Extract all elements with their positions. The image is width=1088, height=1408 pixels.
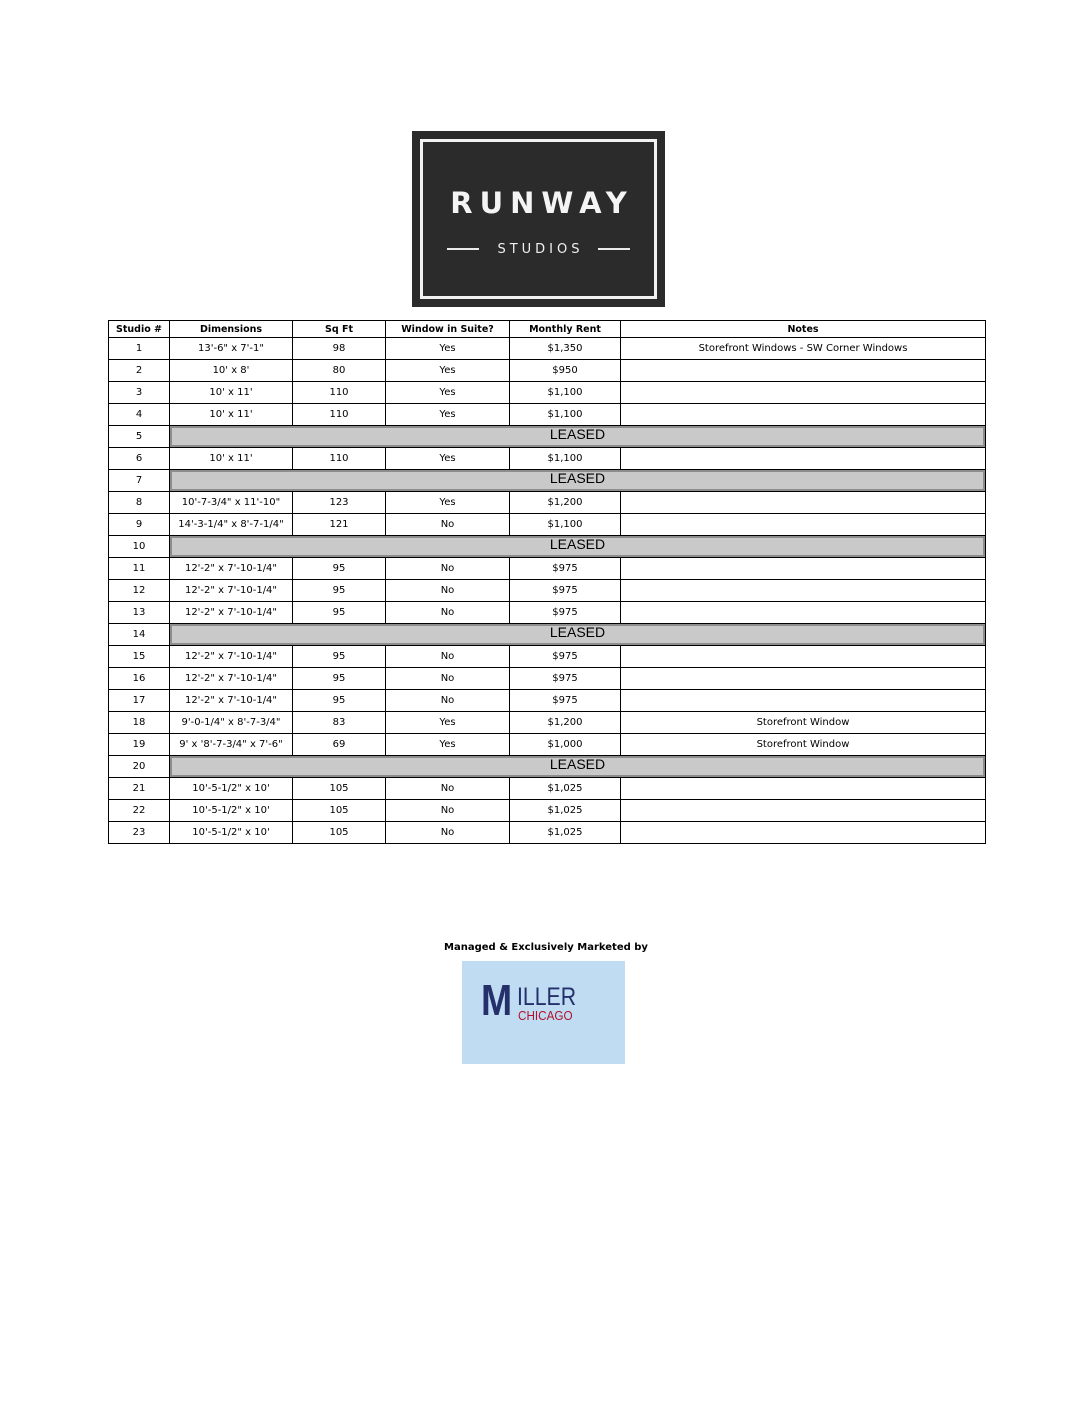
cell-dimensions: 10' x 11' bbox=[170, 448, 293, 470]
cell-window: No bbox=[386, 646, 510, 668]
logo-sub-text: STUDIOS bbox=[497, 241, 584, 257]
cell-notes bbox=[621, 668, 986, 690]
cell-sqft: 95 bbox=[293, 602, 386, 624]
cell-rent: $1,100 bbox=[510, 448, 621, 470]
cell-rent: $1,200 bbox=[510, 712, 621, 734]
cell-studio: 17 bbox=[109, 690, 170, 712]
cell-sqft: 105 bbox=[293, 800, 386, 822]
cell-sqft: 95 bbox=[293, 690, 386, 712]
cell-sqft: 123 bbox=[293, 492, 386, 514]
cell-studio: 20 bbox=[109, 756, 170, 778]
cell-sqft: 95 bbox=[293, 646, 386, 668]
table-row bbox=[109, 800, 986, 822]
header-sqft: Sq Ft bbox=[293, 321, 386, 338]
cell-rent: $1,025 bbox=[510, 778, 621, 800]
cell-studio: 7 bbox=[109, 470, 170, 492]
cell-notes bbox=[621, 492, 986, 514]
header-studio: Studio # bbox=[109, 321, 170, 338]
cell-dimensions: 12'-2" x 7'-10-1/4" bbox=[170, 580, 293, 602]
cell-dimensions: 14'-3-1/4" x 8'-7-1/4" bbox=[170, 514, 293, 536]
table-row-leased bbox=[109, 756, 986, 778]
cell-rent: $1,350 bbox=[510, 338, 621, 360]
cell-window: No bbox=[386, 778, 510, 800]
cell-notes: Storefront Window bbox=[621, 712, 986, 734]
cell-window: Yes bbox=[386, 448, 510, 470]
table-row bbox=[109, 558, 986, 580]
table-body bbox=[109, 338, 986, 844]
cell-studio: 3 bbox=[109, 382, 170, 404]
cell-studio: 22 bbox=[109, 800, 170, 822]
cell-sqft: 105 bbox=[293, 822, 386, 844]
cell-leased: LEASED bbox=[170, 624, 986, 646]
cell-dimensions: 12'-2" x 7'-10-1/4" bbox=[170, 602, 293, 624]
cell-window: Yes bbox=[386, 492, 510, 514]
cell-rent: $1,100 bbox=[510, 382, 621, 404]
cell-sqft: 110 bbox=[293, 382, 386, 404]
cell-dimensions: 10'-7-3/4" x 11'-10" bbox=[170, 492, 293, 514]
table-row-leased bbox=[109, 426, 986, 448]
cell-dimensions: 9'-0-1/4" x 8'-7-3/4" bbox=[170, 712, 293, 734]
cell-window: Yes bbox=[386, 360, 510, 382]
cell-dimensions: 10' x 11' bbox=[170, 404, 293, 426]
cell-studio: 10 bbox=[109, 536, 170, 558]
cell-notes bbox=[621, 800, 986, 822]
header-dimensions: Dimensions bbox=[170, 321, 293, 338]
cell-studio: 14 bbox=[109, 624, 170, 646]
table-row bbox=[109, 492, 986, 514]
cell-studio: 16 bbox=[109, 668, 170, 690]
table-row bbox=[109, 646, 986, 668]
cell-dimensions: 10'-5-1/2" x 10' bbox=[170, 778, 293, 800]
cell-sqft: 95 bbox=[293, 558, 386, 580]
miller-chicago-logo bbox=[462, 961, 625, 1064]
cell-dimensions: 12'-2" x 7'-10-1/4" bbox=[170, 668, 293, 690]
table-row bbox=[109, 822, 986, 844]
cell-sqft: 121 bbox=[293, 514, 386, 536]
cell-rent: $1,025 bbox=[510, 822, 621, 844]
table-row-leased bbox=[109, 470, 986, 492]
logo-sub bbox=[412, 241, 665, 257]
cell-studio: 13 bbox=[109, 602, 170, 624]
cell-studio: 2 bbox=[109, 360, 170, 382]
cell-rent: $1,000 bbox=[510, 734, 621, 756]
cell-rent: $975 bbox=[510, 668, 621, 690]
table-row bbox=[109, 734, 986, 756]
table-row bbox=[109, 404, 986, 426]
cell-studio: 6 bbox=[109, 448, 170, 470]
cell-notes bbox=[621, 514, 986, 536]
cell-sqft: 105 bbox=[293, 778, 386, 800]
cell-studio: 12 bbox=[109, 580, 170, 602]
cell-studio: 23 bbox=[109, 822, 170, 844]
managed-by-text: Managed & Exclusively Marketed by bbox=[444, 942, 648, 953]
logo-word: RUNWAY bbox=[450, 186, 634, 220]
runway-studios-logo bbox=[412, 131, 665, 307]
cell-notes bbox=[621, 778, 986, 800]
cell-notes bbox=[621, 558, 986, 580]
table-header-row bbox=[109, 321, 986, 338]
table-row bbox=[109, 602, 986, 624]
cell-studio: 15 bbox=[109, 646, 170, 668]
cell-dimensions: 10'-5-1/2" x 10' bbox=[170, 800, 293, 822]
table-row bbox=[109, 668, 986, 690]
table-row-leased bbox=[109, 536, 986, 558]
cell-notes bbox=[621, 602, 986, 624]
cell-dimensions: 12'-2" x 7'-10-1/4" bbox=[170, 558, 293, 580]
cell-studio: 18 bbox=[109, 712, 170, 734]
cell-dimensions: 12'-2" x 7'-10-1/4" bbox=[170, 690, 293, 712]
cell-sqft: 98 bbox=[293, 338, 386, 360]
cell-sqft: 95 bbox=[293, 668, 386, 690]
cell-dimensions: 10'-5-1/2" x 10' bbox=[170, 822, 293, 844]
cell-dimensions: 9' x '8'-7-3/4" x 7'-6" bbox=[170, 734, 293, 756]
cell-window: Yes bbox=[386, 712, 510, 734]
cell-notes bbox=[621, 580, 986, 602]
miller-logo-m: M bbox=[481, 976, 513, 1025]
logo-line-left bbox=[447, 248, 479, 250]
cell-notes bbox=[621, 646, 986, 668]
cell-dimensions: 13'-6" x 7'-1" bbox=[170, 338, 293, 360]
cell-rent: $975 bbox=[510, 646, 621, 668]
cell-window: Yes bbox=[386, 734, 510, 756]
header-window: Window in Suite? bbox=[386, 321, 510, 338]
cell-window: Yes bbox=[386, 404, 510, 426]
cell-window: No bbox=[386, 580, 510, 602]
cell-window: Yes bbox=[386, 382, 510, 404]
miller-logo-chicago: CHICAGO bbox=[518, 1008, 573, 1023]
cell-studio: 9 bbox=[109, 514, 170, 536]
cell-notes bbox=[621, 360, 986, 382]
miller-logo-iller: ILLER bbox=[517, 983, 577, 1011]
table-row-leased bbox=[109, 624, 986, 646]
cell-rent: $975 bbox=[510, 580, 621, 602]
cell-dimensions: 12'-2" x 7'-10-1/4" bbox=[170, 646, 293, 668]
cell-studio: 1 bbox=[109, 338, 170, 360]
cell-studio: 4 bbox=[109, 404, 170, 426]
cell-leased: LEASED bbox=[170, 426, 986, 448]
header-notes: Notes bbox=[621, 321, 986, 338]
cell-notes: Storefront Window bbox=[621, 734, 986, 756]
cell-dimensions: 10' x 8' bbox=[170, 360, 293, 382]
cell-studio: 8 bbox=[109, 492, 170, 514]
table-row bbox=[109, 778, 986, 800]
cell-leased: LEASED bbox=[170, 536, 986, 558]
cell-window: No bbox=[386, 558, 510, 580]
table-row bbox=[109, 382, 986, 404]
logo-line-right bbox=[598, 248, 630, 250]
cell-rent: $1,100 bbox=[510, 404, 621, 426]
cell-sqft: 80 bbox=[293, 360, 386, 382]
table-row bbox=[109, 580, 986, 602]
table-row bbox=[109, 448, 986, 470]
cell-rent: $975 bbox=[510, 558, 621, 580]
cell-rent: $975 bbox=[510, 690, 621, 712]
table-row bbox=[109, 338, 986, 360]
cell-sqft: 110 bbox=[293, 448, 386, 470]
cell-studio: 11 bbox=[109, 558, 170, 580]
table-row bbox=[109, 360, 986, 382]
cell-leased: LEASED bbox=[170, 470, 986, 492]
cell-window: No bbox=[386, 690, 510, 712]
cell-notes bbox=[621, 690, 986, 712]
cell-sqft: 95 bbox=[293, 580, 386, 602]
cell-rent: $1,200 bbox=[510, 492, 621, 514]
cell-sqft: 110 bbox=[293, 404, 386, 426]
cell-window: No bbox=[386, 514, 510, 536]
cell-sqft: 83 bbox=[293, 712, 386, 734]
table-row bbox=[109, 712, 986, 734]
cell-studio: 5 bbox=[109, 426, 170, 448]
cell-window: Yes bbox=[386, 338, 510, 360]
table-row bbox=[109, 690, 986, 712]
cell-rent: $1,025 bbox=[510, 800, 621, 822]
cell-notes bbox=[621, 404, 986, 426]
cell-sqft: 69 bbox=[293, 734, 386, 756]
cell-window: No bbox=[386, 822, 510, 844]
cell-dimensions: 10' x 11' bbox=[170, 382, 293, 404]
cell-window: No bbox=[386, 602, 510, 624]
cell-notes bbox=[621, 448, 986, 470]
cell-notes bbox=[621, 382, 986, 404]
cell-studio: 21 bbox=[109, 778, 170, 800]
cell-rent: $950 bbox=[510, 360, 621, 382]
cell-rent: $1,100 bbox=[510, 514, 621, 536]
cell-window: No bbox=[386, 800, 510, 822]
cell-window: No bbox=[386, 668, 510, 690]
studio-availability-table bbox=[108, 320, 986, 844]
cell-leased: LEASED bbox=[170, 756, 986, 778]
cell-notes: Storefront Windows - SW Corner Windows bbox=[621, 338, 986, 360]
header-rent: Monthly Rent bbox=[510, 321, 621, 338]
cell-rent: $975 bbox=[510, 602, 621, 624]
table-row bbox=[109, 514, 986, 536]
cell-studio: 19 bbox=[109, 734, 170, 756]
cell-notes bbox=[621, 822, 986, 844]
